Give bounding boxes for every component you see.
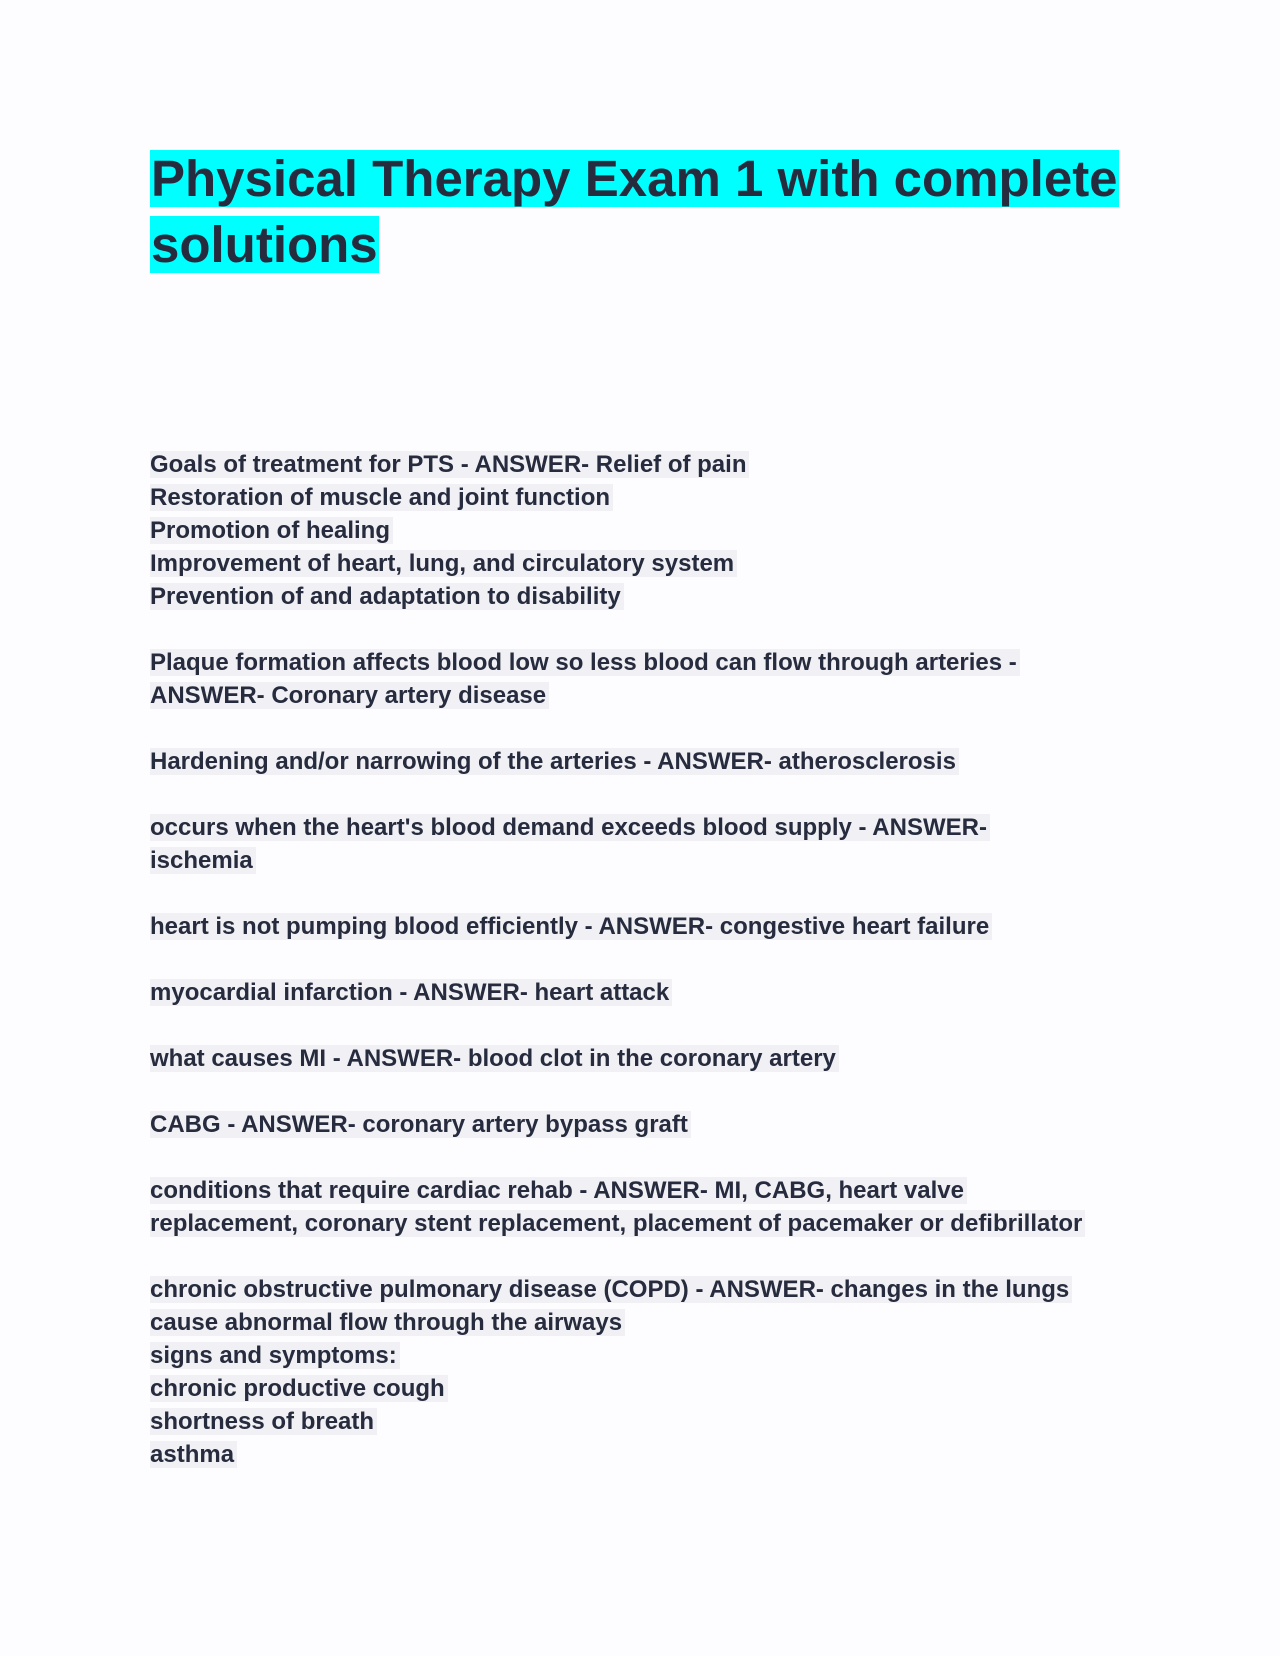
qa-line — [150, 910, 1170, 943]
qa-block — [150, 811, 1170, 877]
qa-line-text: cause abnormal flow through the airways — [150, 1309, 625, 1336]
qa-line — [150, 580, 1170, 613]
qa-line-text: signs and symptoms: — [150, 1342, 400, 1369]
qa-line-text: occurs when the heart's blood demand exceeds blood supply - ANSWER- — [150, 814, 990, 841]
qa-line — [150, 1108, 1170, 1141]
qa-line — [150, 811, 1170, 844]
qa-line-text: asthma — [150, 1441, 237, 1468]
qa-line — [150, 1438, 1170, 1471]
qa-line-text: Prevention of and adaptation to disability — [150, 583, 624, 610]
qa-block — [150, 1042, 1170, 1075]
qa-line — [150, 679, 1170, 712]
qa-line — [150, 481, 1170, 514]
qa-block — [150, 1108, 1170, 1141]
qa-block — [150, 646, 1170, 712]
qa-line — [150, 547, 1170, 580]
title-line-1: Physical Therapy Exam 1 with complete — [151, 150, 1118, 207]
qa-line-text: Plaque formation affects blood low so less blood can flow through arteries - — [150, 649, 1020, 676]
qa-line-text: CABG - ANSWER- coronary artery bypass graft — [150, 1111, 691, 1138]
qa-line-text: ANSWER- Coronary artery disease — [150, 682, 549, 709]
qa-line-text: Promotion of healing — [150, 517, 393, 544]
qa-line — [150, 976, 1170, 1009]
qa-block — [150, 1174, 1170, 1240]
title-line-2: solutions — [151, 216, 378, 273]
qa-line — [150, 1207, 1170, 1240]
qa-line-text: Improvement of heart, lung, and circulatory system — [150, 550, 737, 577]
qa-line — [150, 844, 1170, 877]
qa-line-text: shortness of breath — [150, 1408, 377, 1435]
qa-line-text: Hardening and/or narrowing of the arteries - ANSWER- atherosclerosis — [150, 748, 959, 775]
qa-line — [150, 1339, 1170, 1372]
qa-line-text: ischemia — [150, 847, 256, 874]
qa-line — [150, 514, 1170, 547]
qa-line-text: Restoration of muscle and joint function — [150, 484, 613, 511]
qa-line-text: conditions that require cardiac rehab - ANSWER- MI, CABG, heart valve — [150, 1177, 967, 1204]
qa-block — [150, 910, 1170, 943]
qa-line-text: chronic obstructive pulmonary disease (COPD) - ANSWER- changes in the lungs — [150, 1276, 1072, 1303]
qa-line — [150, 1405, 1170, 1438]
qa-line — [150, 1042, 1170, 1075]
qa-line — [150, 646, 1170, 679]
qa-line — [150, 1174, 1170, 1207]
qa-line — [150, 1306, 1170, 1339]
qa-line — [150, 1372, 1170, 1405]
qa-block — [150, 745, 1170, 778]
qa-block — [150, 448, 1170, 613]
qa-line — [150, 745, 1170, 778]
qa-line-text: replacement, coronary stent replacement, placement of pacemaker or defibrillator — [150, 1210, 1085, 1237]
qa-line-text: Goals of treatment for PTS - ANSWER- Relief of pain — [150, 451, 749, 478]
qa-block — [150, 1273, 1170, 1471]
qa-block — [150, 976, 1170, 1009]
qa-line-text: myocardial infarction - ANSWER- heart attack — [150, 979, 672, 1006]
qa-line-text: what causes MI - ANSWER- blood clot in the coronary artery — [150, 1045, 839, 1072]
qa-line — [150, 1273, 1170, 1306]
qa-line-text: heart is not pumping blood efficiently - ANSWER- congestive heart failure — [150, 913, 992, 940]
qa-content — [150, 448, 1170, 1504]
qa-line-text: chronic productive cough — [150, 1375, 448, 1402]
qa-line — [150, 448, 1170, 481]
page-title — [150, 146, 1150, 278]
